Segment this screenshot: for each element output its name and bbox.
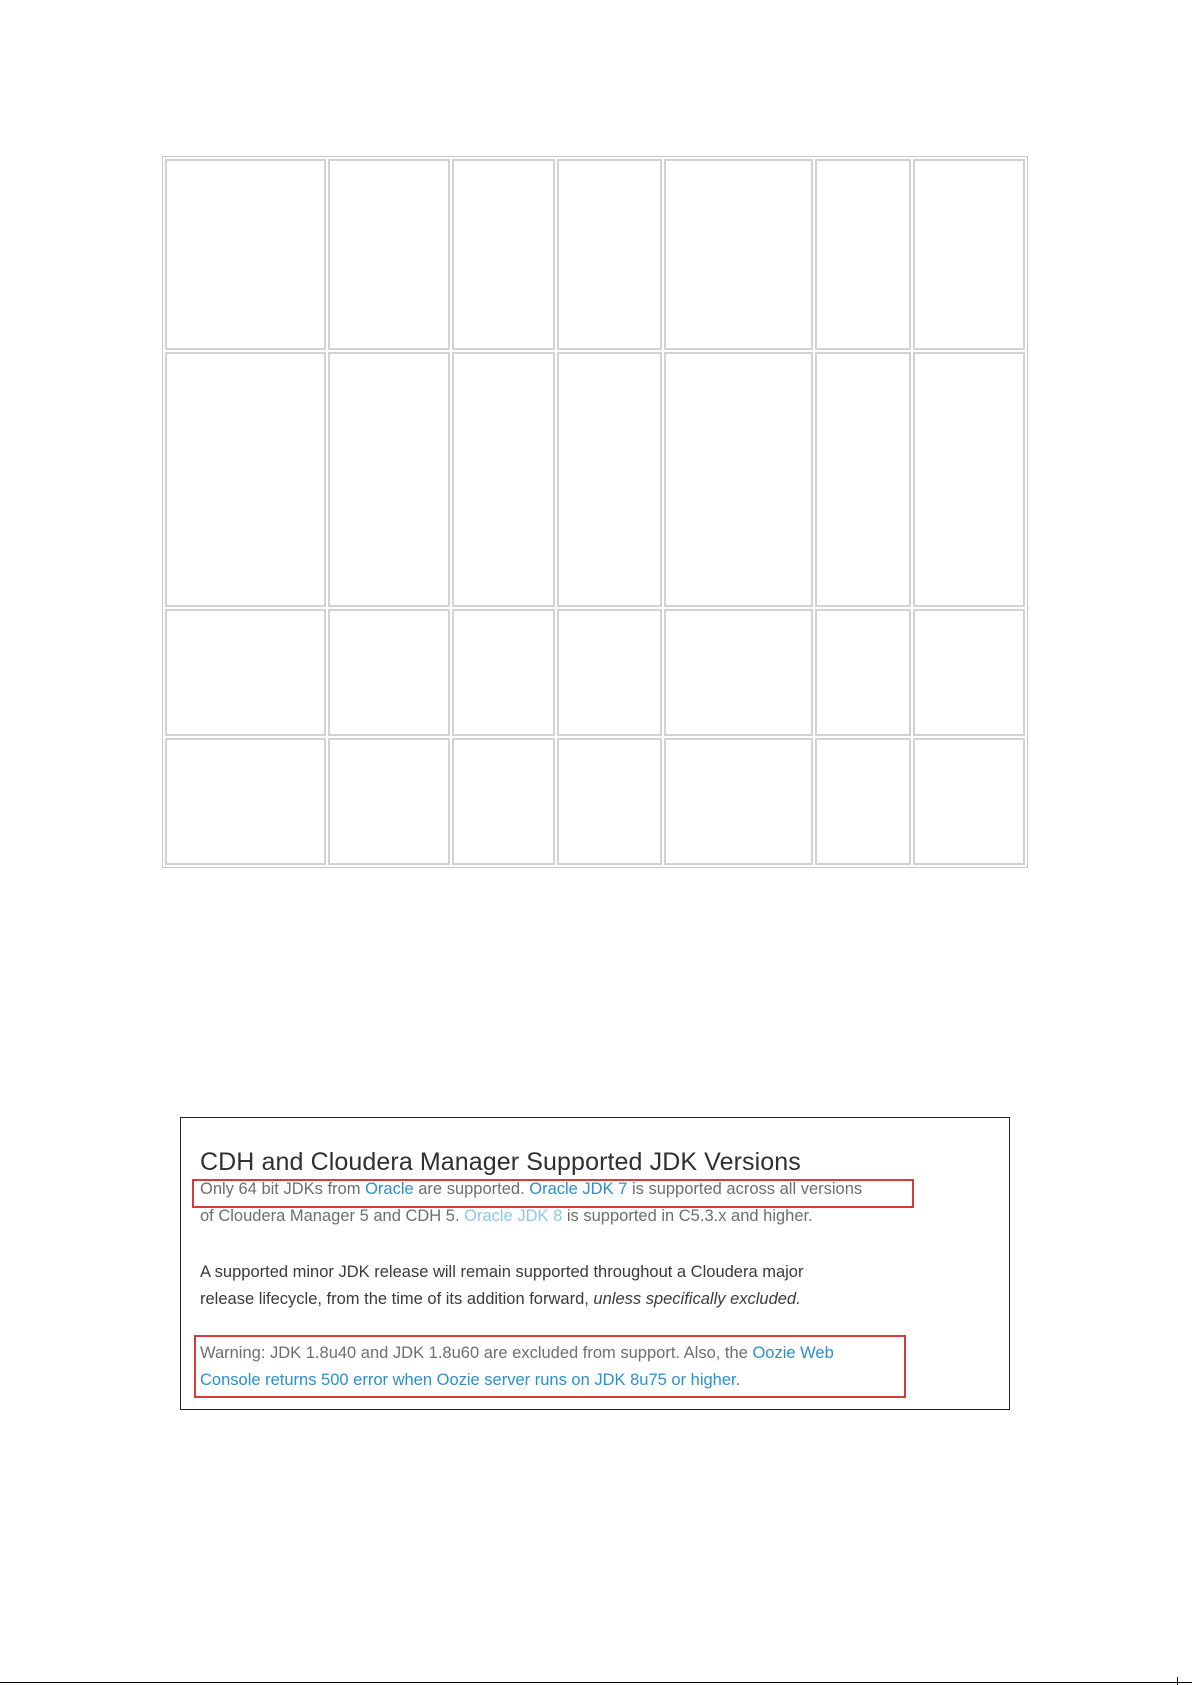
text: Warning: JDK 1.8u40 and JDK 1.8u60 are excluded from support. Also, the: [200, 1344, 753, 1362]
oracle-jdk7-link[interactable]: Oracle JDK 7: [529, 1180, 628, 1198]
table-row: [165, 738, 1025, 865]
highlight-box-supported-jdks: [192, 1179, 914, 1208]
jdk-versions-excerpt: [180, 1117, 1010, 1410]
excerpt-title: CDH and Cloudera Manager Supported JDK Versions: [200, 1148, 801, 1176]
table-cell: [913, 159, 1025, 350]
text: Only 64 bit JDKs from: [200, 1180, 366, 1198]
emphasis-text: unless specifically excluded.: [593, 1290, 801, 1308]
table-row: [165, 609, 1025, 737]
table-cell: [557, 738, 662, 865]
table-cell: [815, 609, 911, 737]
table-cell: [913, 609, 1025, 737]
table-cell: [913, 352, 1025, 606]
table-cell: [165, 352, 326, 606]
text: release lifecycle, from the time of its addition forward,: [200, 1290, 594, 1308]
oracle-link[interactable]: Oracle: [365, 1180, 414, 1198]
table-cell: [328, 159, 451, 350]
table-cell: [557, 159, 662, 350]
table-cell: [165, 159, 326, 350]
table-cell: [452, 738, 555, 865]
text: A supported minor JDK release will remain supported throughout a Cloudera major: [200, 1263, 804, 1281]
page-bottom-rule: [0, 1682, 1192, 1683]
table-cell: [452, 609, 555, 737]
empty-grid-table: [162, 156, 1028, 868]
table-row: [165, 352, 1025, 606]
table-cell: [557, 609, 662, 737]
oracle-jdk8-link[interactable]: Oracle JDK 8: [464, 1207, 563, 1225]
text: is supported across all versions: [627, 1180, 863, 1198]
table-cell: [165, 609, 326, 737]
text: is supported in C5.3.x and higher.: [562, 1207, 813, 1225]
minor-release-paragraph: [200, 1259, 803, 1313]
table-cell: [328, 738, 451, 865]
table-row: [165, 159, 1025, 350]
table-cell: [557, 352, 662, 606]
text: of Cloudera Manager 5 and CDH 5.: [200, 1207, 465, 1225]
oozie-web-console-link-continued[interactable]: Console returns 500 error when Oozie server runs on JDK 8u75 or higher: [200, 1371, 736, 1389]
table-cell: [815, 352, 911, 606]
page-corner-tick: [1177, 1677, 1178, 1685]
table-cell: [664, 738, 814, 865]
table-cell: [664, 159, 814, 350]
table-cell: [452, 159, 555, 350]
table-cell: [328, 352, 451, 606]
table-cell: [664, 352, 814, 606]
table-cell: [815, 159, 911, 350]
table-cell: [664, 609, 814, 737]
table-cell: [452, 352, 555, 606]
text: are supported.: [413, 1180, 530, 1198]
oozie-web-console-link[interactable]: Oozie Web: [752, 1344, 834, 1362]
table-cell: [815, 738, 911, 865]
highlight-box-warning: [194, 1335, 906, 1398]
text: .: [735, 1371, 741, 1389]
table-cell: [328, 609, 451, 737]
table-cell: [913, 738, 1025, 865]
table-cell: [165, 738, 326, 865]
